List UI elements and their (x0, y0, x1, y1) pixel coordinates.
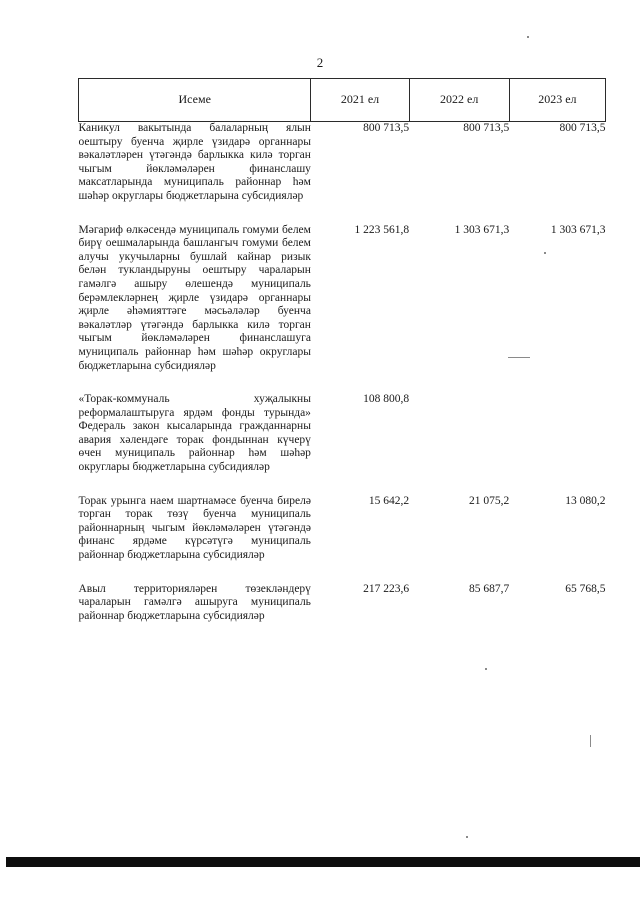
row-name: Мәгариф өлкәсендә муниципаль гомуми белем бирү оешмаларында башлангыч гомуми белем алучы укучыларны бушлай кайнар ризык белән тукландыруны оештыру чараларын гамәлгә ашыру өлешендә муниципаль берәмлекләрнең җирле үзидарә органнары җирле әһәмияттәге мәсьәләләр буенча вәкаләтләр үтәгәндә барлыкка килә торган чыгым йөкләмәләрен финанслашуга муниципаль районнар һәм шәһәр округлары бюджетларына субсидияләр (78, 223, 311, 372)
row-value-2021: 15 642,2 (368, 494, 410, 507)
table-row (79, 393, 606, 475)
row-value-2023: 800 713,5 (559, 122, 606, 134)
scan-speck (527, 36, 529, 38)
scan-speck (485, 668, 487, 670)
scan-dash (508, 357, 530, 358)
header-2021: 2021 ел (311, 79, 409, 122)
scan-speck (544, 252, 546, 254)
table-row (79, 122, 606, 204)
row-name: «Торак-коммуналь хуҗалыкны реформалаштыруга ярдәм фонды турында» Федераль закон кысаларында гражданнарны авария хәлендәге торак фондыннан күчерү өчен муниципаль районнар һәм шәһәр округлары бюджетларына субсидияләр (78, 393, 311, 474)
row-value-2023: 65 768,5 (565, 582, 606, 595)
header-2022: 2022 ел (409, 79, 509, 122)
row-value-2022: 21 075,2 (469, 494, 510, 507)
table-row (79, 583, 606, 624)
table-header-row (79, 79, 606, 122)
row-value-2022: 85 687,7 (469, 582, 510, 595)
scan-border-bar (6, 857, 640, 867)
row-value-2021: 217 223,6 (363, 582, 410, 595)
header-name: Исеме (79, 79, 311, 122)
row-value-2023: 13 080,2 (565, 494, 606, 507)
table-row (79, 495, 606, 563)
row-spacer (79, 373, 606, 393)
row-value-2022 (409, 393, 509, 475)
header-2023: 2023 ел (509, 79, 605, 122)
table-row (79, 224, 606, 374)
row-spacer (79, 563, 606, 583)
row-spacer (79, 475, 606, 495)
budget-table (78, 78, 606, 623)
row-value-2023: 1 303 671,3 (550, 223, 606, 236)
row-name: Торак урынга наем шартнамәсе буенча бирелә торган торак төзү буенча муниципаль районнарның чыгым йөкләмәләрен үтәгәндә финанс ярдәме күрсәтүгә муниципаль районнар бюджетларына субсидияләр (78, 494, 311, 562)
scan-speck (590, 735, 591, 747)
page-number: 2 (316, 55, 324, 70)
row-value-2021: 1 223 561,8 (354, 223, 410, 236)
row-name: Каникул вакытында балаларның ялын оештыру буенча җирле үзидарә органнары вәкаләтләрен үтәгәндә барлыкка килә торган чыгым йөкләмәләрен финанслашу максатларында муниципаль районнар һәм шәһәр округлары бюджетларына субсидияләр (78, 122, 311, 202)
row-value-2021: 800 713,5 (363, 122, 410, 134)
row-value-2021: 108 800,8 (363, 393, 410, 406)
row-name: Авыл территорияләрен төзекләндерү чараларын гамәлгә ашыруга муниципаль районнар бюджетларына субсидияләр (78, 582, 311, 622)
row-value-2022: 1 303 671,3 (454, 223, 510, 236)
scan-speck (466, 836, 468, 838)
row-value-2023 (509, 393, 605, 475)
row-value-2022: 800 713,5 (463, 122, 510, 134)
row-spacer (79, 204, 606, 224)
